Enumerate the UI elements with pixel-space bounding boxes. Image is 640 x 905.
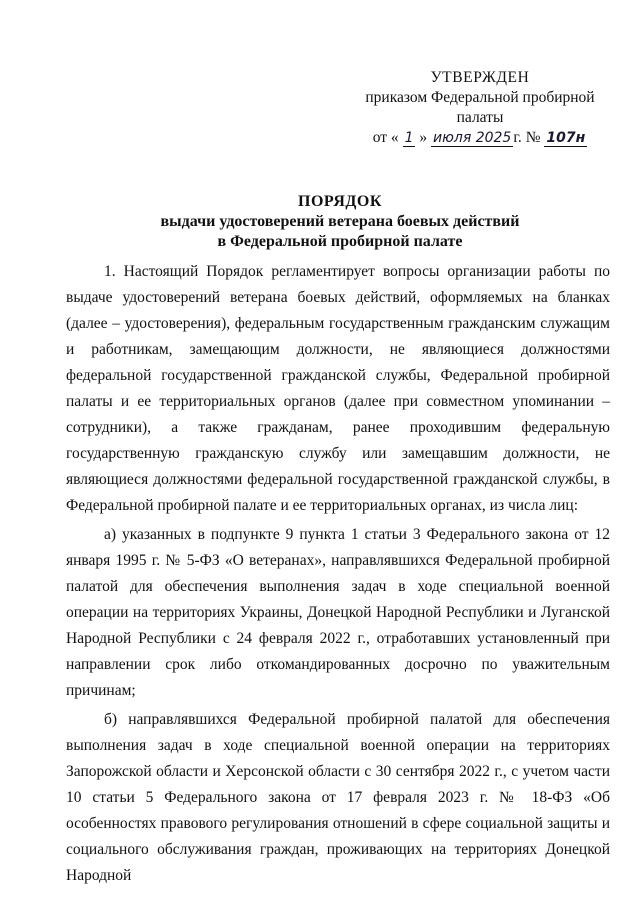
- approval-block: [360, 68, 600, 148]
- title-line-2: выдачи удостоверений ветерана боевых действий: [160, 213, 520, 230]
- title-line-3: в Федеральной пробирной палате: [217, 233, 463, 250]
- document-title: [70, 192, 610, 252]
- paragraph-b: б) направлявшихся Федеральной пробирной палатой для обеспечения выполнения задач в ходе специальной военной операции на территориях Запорожской области и Херсонской области с 30 сентября 2022 г., с учетом части 10 статьи 5 Федерального закона от 17 февраля 2023 г. № 18-ФЗ «Об особенностях правового регулирования отношений в сфере социальной защиты и социального обслуживания граждан, проживающих на территориях Донецкой Народной: [66, 711, 610, 884]
- handwritten-day: 1: [404, 130, 414, 146]
- title-line-1: ПОРЯДОК: [298, 193, 382, 210]
- handwritten-month-year: июля 2025: [432, 130, 512, 146]
- from-label: от «: [372, 129, 399, 146]
- quote-close: »: [419, 129, 428, 146]
- approval-title: УТВЕРЖДЕН: [430, 69, 530, 86]
- document-body: [66, 259, 610, 892]
- approval-line-2: палаты: [456, 109, 504, 126]
- number-label: №: [525, 129, 541, 146]
- paragraph-1: 1. Настоящий Порядок регламентирует вопросы организации работы по выдаче удостоверений ветерана боевых действий, оформляемых на бланках (далее – удостоверения), федеральным государственным гражданским служащим и работникам, замещающим должности, не являющиеся должностями федеральной государственной гражданской службы, Федеральной пробирной палаты и ее территориальных органов (далее при совместном упоминании – сотрудники), а также гражданам, ранее проходившим федеральную государственную гражданскую службу или замещавшим должности, не являющиеся должностями федеральной государственной гражданской службы, в Федеральной пробирной палате и ее территориальных органах, из числа лиц:: [66, 263, 610, 514]
- year-suffix: г.: [513, 129, 522, 146]
- paragraph-a: а) указанных в подпункте 9 пункта 1 статьи 3 Федерального закона от 12 января 1995 г. № 5-ФЗ «О ветеранах», направлявшихся Федеральной пробирной палатой для обеспечения выполнения задач в ходе специальной военной операции на территориях Украины, Донецкой Народной Республики и Луганской Народной Республики с 24 февраля 2022 г., отработавших установленный при направлении срок либо откомандированных досрочно по уважительным причинам;: [66, 526, 610, 699]
- handwritten-order-number: 107н: [546, 130, 586, 146]
- approval-line-1: приказом Федеральной пробирной: [365, 89, 595, 106]
- approval-order-line: [360, 128, 600, 148]
